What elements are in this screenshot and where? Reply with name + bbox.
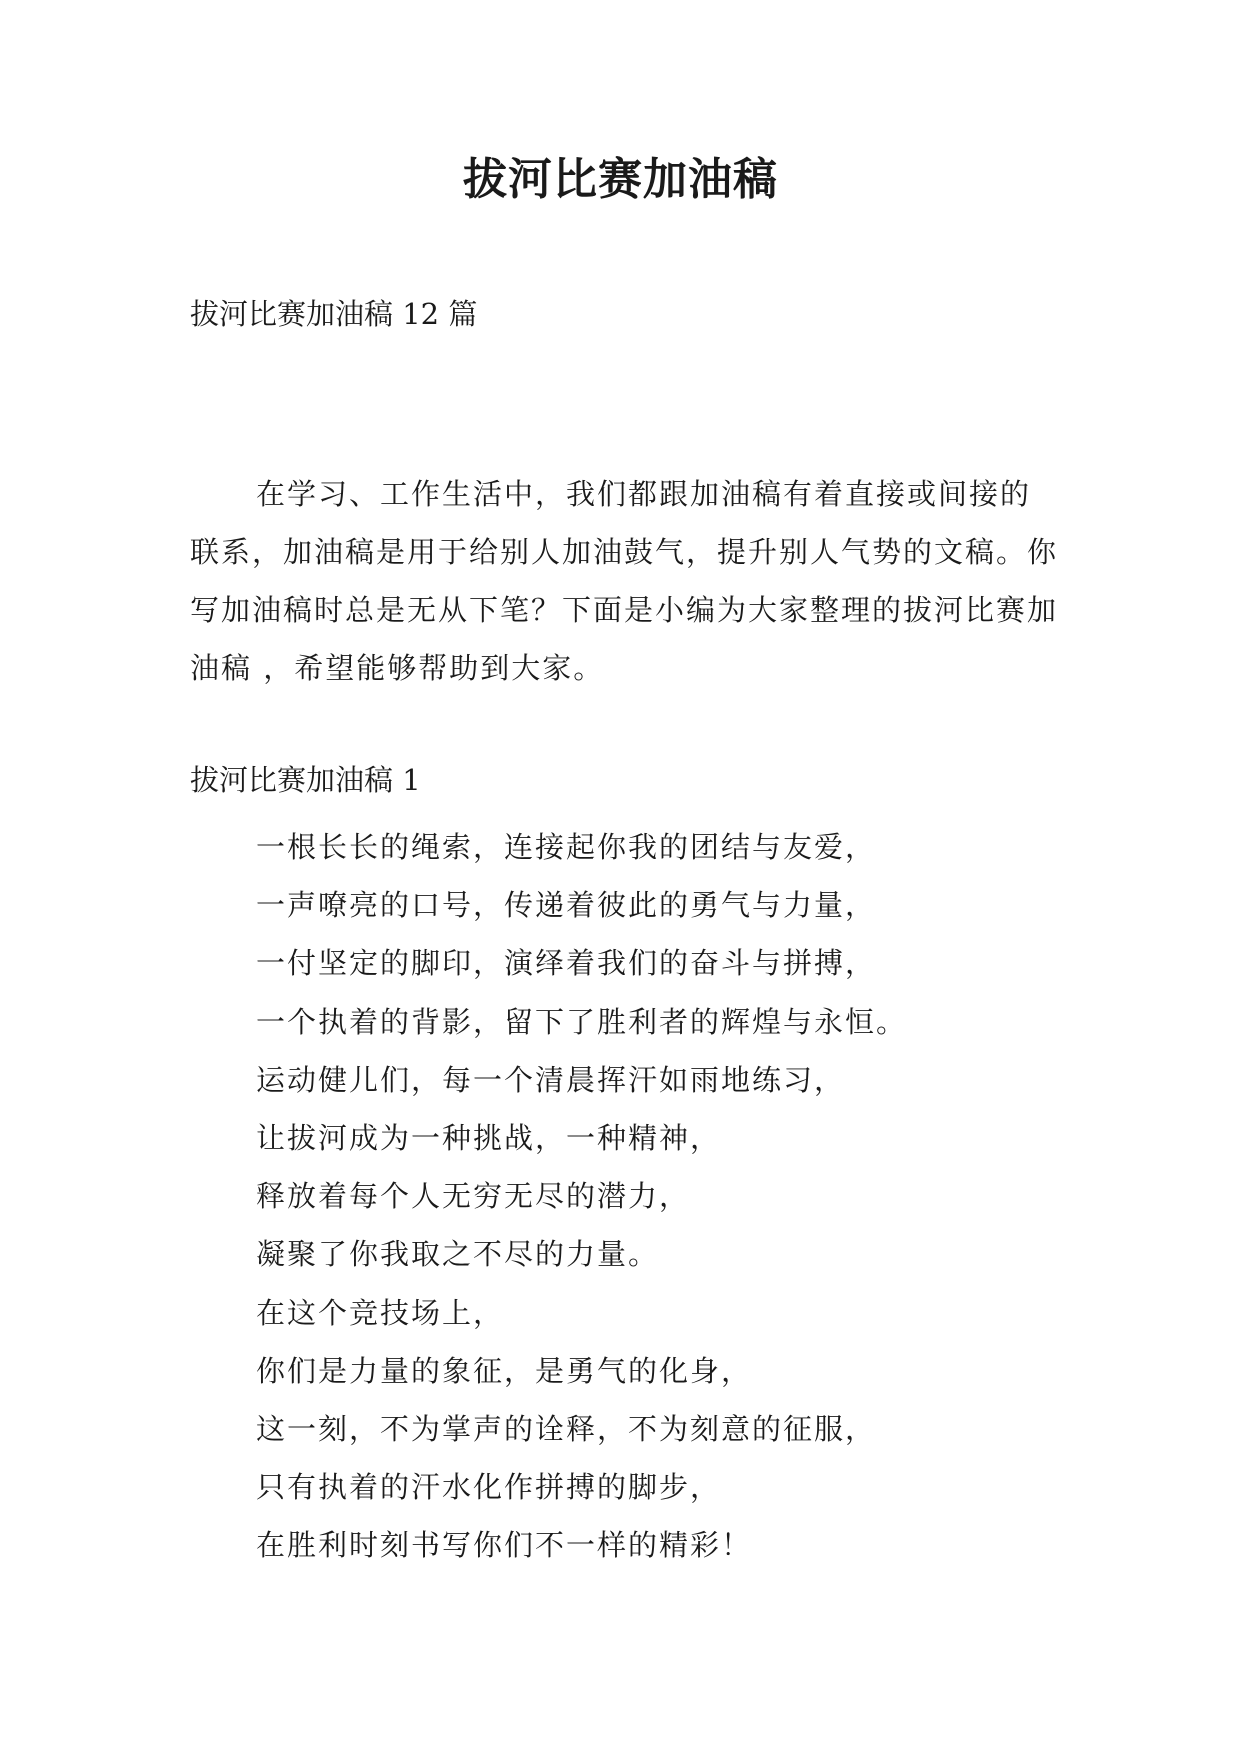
- poem-line: 一个执着的背影，留下了胜利者的辉煌与永恒。: [256, 1004, 908, 1039]
- intro-paragraph: 在学习、工作生活中，我们都跟加油稿有着直接或间接的联系，加油稿是用于给别人加油鼓气，提升别人气势的文稿。你写加油稿时总是无从下笔？下面是小编为大家整理的拔河比赛加油稿 ，希望能够帮助到大家。: [190, 477, 1059, 685]
- poem-line: 一声嘹亮的口号，传递着彼此的勇气与力量，: [256, 888, 877, 923]
- poem-line: 运动健儿们，每一个清晨挥汗如雨地练习，: [256, 1062, 846, 1097]
- poem-line: 一根长长的绳索，连接起你我的团结与友爱，: [256, 830, 877, 864]
- section-title: 拔河比赛加油稿 1: [190, 763, 421, 797]
- poem-line: 在这个竞技场上，: [256, 1295, 505, 1330]
- poem-line: 在胜利时刻书写你们不一样的精彩！: [256, 1528, 753, 1563]
- poem-line: 只有执着的汗水化作拼搏的脚步，: [256, 1470, 722, 1505]
- poem-line: 让拔河成为一种挑战，一种精神，: [256, 1121, 722, 1156]
- poem-line: 你们是力量的象征，是勇气的化身，: [256, 1353, 753, 1388]
- poem-line: 凝聚了你我取之不尽的力量。: [256, 1237, 660, 1272]
- poem: [256, 818, 907, 1575]
- poem-line: 释放着每个人无穷无尽的潜力，: [256, 1179, 691, 1214]
- poem-line: 一付坚定的脚印，演绎着我们的奋斗与拼搏，: [256, 946, 877, 981]
- document-subtitle: 拔河比赛加油稿 12 篇: [190, 297, 478, 331]
- poem-line: 这一刻，不为掌声的诠释，不为刻意的征服，: [256, 1412, 877, 1447]
- document-title: 拔河比赛加油稿: [463, 154, 778, 205]
